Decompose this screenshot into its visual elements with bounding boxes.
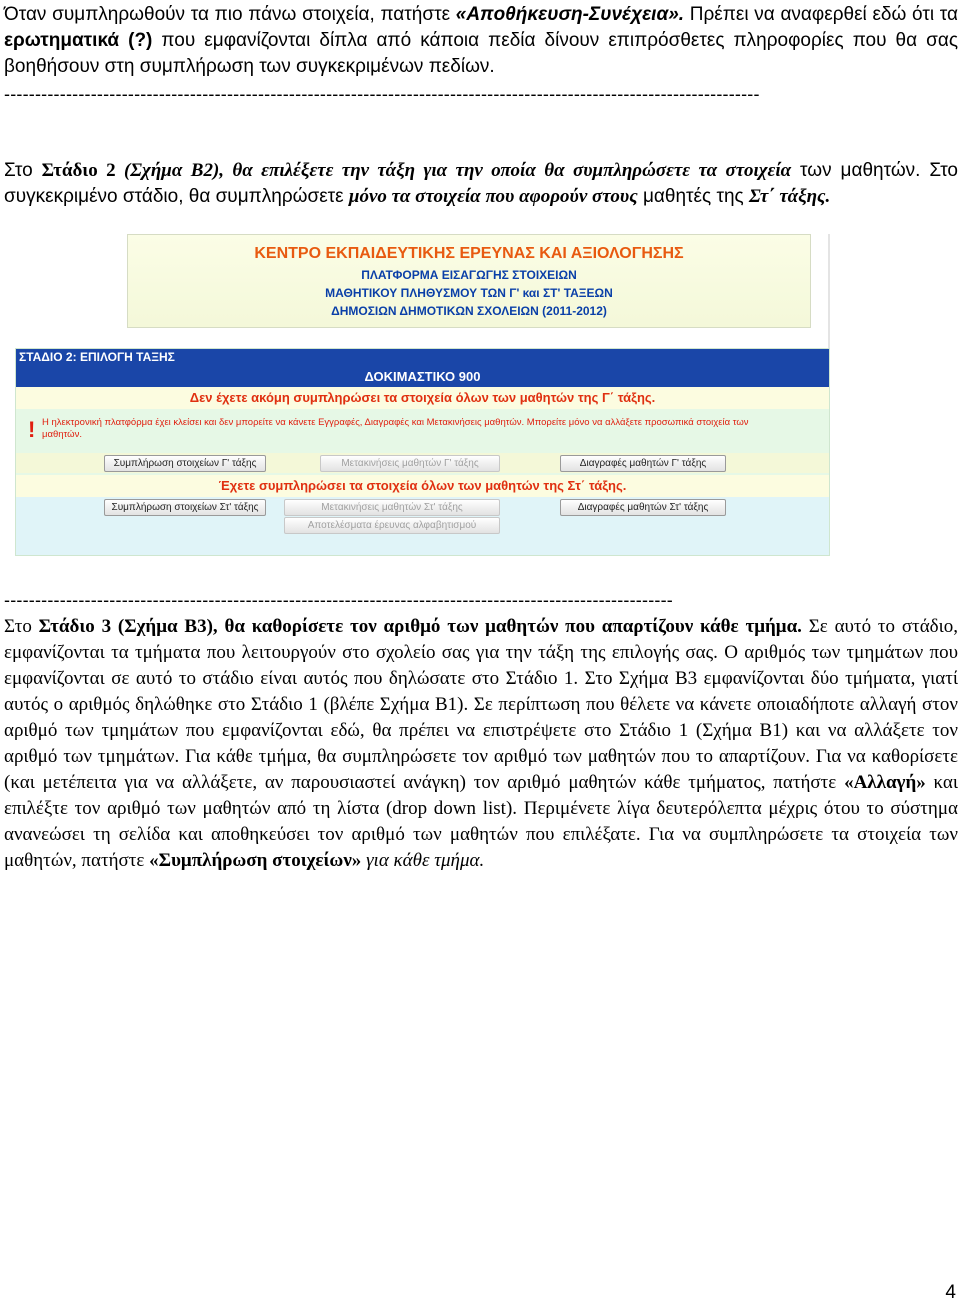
literacy-results-button[interactable]: Αποτελέσματα έρευνας αλφαβητισμού (284, 517, 500, 534)
stage2-panel (15, 348, 830, 556)
stage3-text-1: Σε αυτό το στάδιο, εμφανίζονται τα τμήματα που λειτουργούν στο σχολείο σας για την τάξη της επιλογής σας. Ο αριθμός των τμημάτων που εμφανίζονται σε αυτό το στάδιο είναι αυτός που δηλώσατε στο Στάδιο 1. Στο Σχήμα Β3 εμφανίζονται δύο τμήματα, γιατί αυτός ο αριθμός δηλώθηκε στο Στάδιο 1 (βλέπε Σχήμα Β1). Σε περίπτωση που θέλετε να κάνετε οποιαδήποτε αλλαγή στον αριθμό των τμημάτων που εμφανίζονται εδώ, θα πρέπει να επιστρέψετε στο Στάδιο 1 (Σχήμα Β1) και να αλλάξετε τον αριθμό των τμημάτων. Για κάθε τμήμα, θα συμπληρώσετε τον αριθμό των μαθητών που το απαρτίζουν. Για να καθορίσετε (και μετέπειτα για να αλλάξετε, αν παρουσιαστεί ανάγκη) τον αριθμό μαθητών κάθε τμήματος, πατήστε (4, 616, 958, 793)
school-name: ΔΟΚΙΜΑΣΤΙΚΟ 900 (16, 367, 829, 387)
warning-g-class: Δεν έχετε ακόμη συμπληρώσει τα στοιχεία όλων των μαθητών της Γ΄ τάξης. (16, 387, 829, 409)
stage2-label: Στάδιο 2 (41, 160, 116, 181)
stage3-figure-ref: (Σχήμα Β3), θα καθορίσετε τον αριθμό των μαθητών που απαρτίζουν κάθε τμήμα. (111, 616, 802, 637)
platform-header (127, 234, 811, 328)
header-subtitle-1: ΠΛΑΤΦΟΡΜΑ ΕΙΣΑΓΩΓΗΣ ΣΤΟΙΧΕΙΩΝ (361, 268, 577, 282)
stage2-title: ΣΤΑΔΙΟ 2: ΕΠΙΛΟΓΗ ΤΑΞΗΣ (19, 350, 175, 364)
fill-g-class-button[interactable]: Συμπλήρωση στοιχείων Γ' τάξης (104, 455, 266, 472)
stage2-text-1: των μαθητών. Στο συγκεκριμένο στάδιο, θα συμπληρώσετε (4, 160, 958, 207)
stage3-prefix: Στο (4, 616, 39, 637)
question-marks-label: ερωτηματικά (?) (4, 30, 153, 51)
page-number: 4 (945, 1282, 956, 1303)
fill-data-label: «Συμπλήρωση στοιχείων» (149, 850, 362, 871)
header-subtitle-2: ΜΑΘΗΤΙΚΟΥ ΠΛΗΘΥΣΜΟΥ ΤΩΝ Γ' και ΣΤ' ΤΑΞΕΩΝ (325, 286, 613, 300)
header-subtitle-3: ΔΗΜΟΣΙΩΝ ΔΗΜΟΤΙΚΩΝ ΣΧΟΛΕΙΩΝ (2011-2012) (331, 304, 607, 318)
intro-text-2: Πρέπει να αναφερθεί εδώ ότι τα (684, 4, 958, 25)
delete-st-class-button[interactable]: Διαγραφές μαθητών Στ' τάξης (560, 499, 726, 516)
separator-2: ------------------------------------------------------------------------------------------------------------ (4, 590, 673, 610)
figure-b2-screenshot (15, 234, 830, 554)
stage3-text-3: για κάθε τμήμα. (361, 850, 485, 871)
change-label: «Αλλαγή» (844, 772, 926, 793)
notice-line-1: Η ηλεκτρονική πλατφόρμα έχει κλείσει και δεν μπορείτε να κάνετε Εγγραφές, Διαγραφές και Μετακινήσεις μαθητών. Μπορείτε μόνο να αλλάξετε προσωπικά στοιχεία των (42, 417, 749, 428)
move-g-class-button[interactable]: Μετακινήσεις μαθητών Γ' τάξης (320, 455, 500, 472)
fill-st-class-button[interactable]: Συμπλήρωση στοιχείων Στ' τάξης (104, 499, 266, 516)
intro-text-1: Όταν συμπληρωθούν τα πιο πάνω στοιχεία, πατήστε (4, 4, 456, 25)
stage2-paragraph (4, 158, 958, 210)
g-class-actions (16, 453, 829, 473)
stage2-text-2: μαθητές της (637, 186, 749, 207)
stage3-text-2: και επιλέξτε τον αριθμό των μαθητών από τη λίστα (drop down list). Περιμένετε λίγα δευτερόλεπτα μέχρις ότου το σύστημα ανανεώσει τη σελίδα και αποθηκεύσει τον αριθμό των μαθητών που επιλέξατε. Για να συμπληρώσετε τα στοιχεία των μαθητών, πατήστε (4, 772, 958, 871)
stage2-class-label: Στ΄ τάξης. (748, 186, 831, 207)
done-st-message: Έχετε συμπληρώσει τα στοιχεία όλων των μαθητών της Στ΄ τάξης. (16, 475, 829, 497)
save-continue-label: «Αποθήκευση-Συνέχεια». (455, 4, 685, 25)
st-class-section (16, 475, 829, 555)
delete-g-class-button[interactable]: Διαγραφές μαθητών Γ' τάξης (560, 455, 726, 472)
stage2-only-text: μόνο τα στοιχεία που αφορούν στους (348, 186, 638, 207)
stage2-figure-ref: (Σχήμα Β2), θα επιλέξετε την τάξη για την οποία θα συμπληρώσετε τα στοιχεία (115, 160, 792, 181)
notice-box (16, 411, 829, 451)
stage2-title-bar (16, 349, 829, 367)
stage2-prefix: Στο (4, 160, 42, 181)
intro-text-3: που εμφανίζονται δίπλα από κάποια πεδία δίνουν επιπρόσθετες πληροφορίες που θα σας βοηθήσουν στη συμπλήρωση των συγκεκριμένων πεδίων. (4, 30, 958, 77)
notice-line-2: μαθητών. (42, 429, 82, 440)
header-title: ΚΕΝΤΡΟ ΕΚΠΑΙΔΕΥΤΙΚΗΣ ΕΡΕΥΝΑΣ ΚΑΙ ΑΞΙΟΛΟΓΗΣΗΣ (254, 245, 684, 262)
stage3-paragraph (4, 614, 958, 874)
separator-1: -------------------------------------------------------------------------------------------------------------------------- (4, 84, 760, 104)
exclamation-icon: ! (28, 417, 36, 442)
intro-paragraph (4, 2, 958, 80)
notice-text (42, 417, 824, 441)
stage3-label: Στάδιο 3 (38, 616, 112, 637)
move-st-class-button[interactable]: Μετακινήσεις μαθητών Στ' τάξης (284, 499, 500, 516)
